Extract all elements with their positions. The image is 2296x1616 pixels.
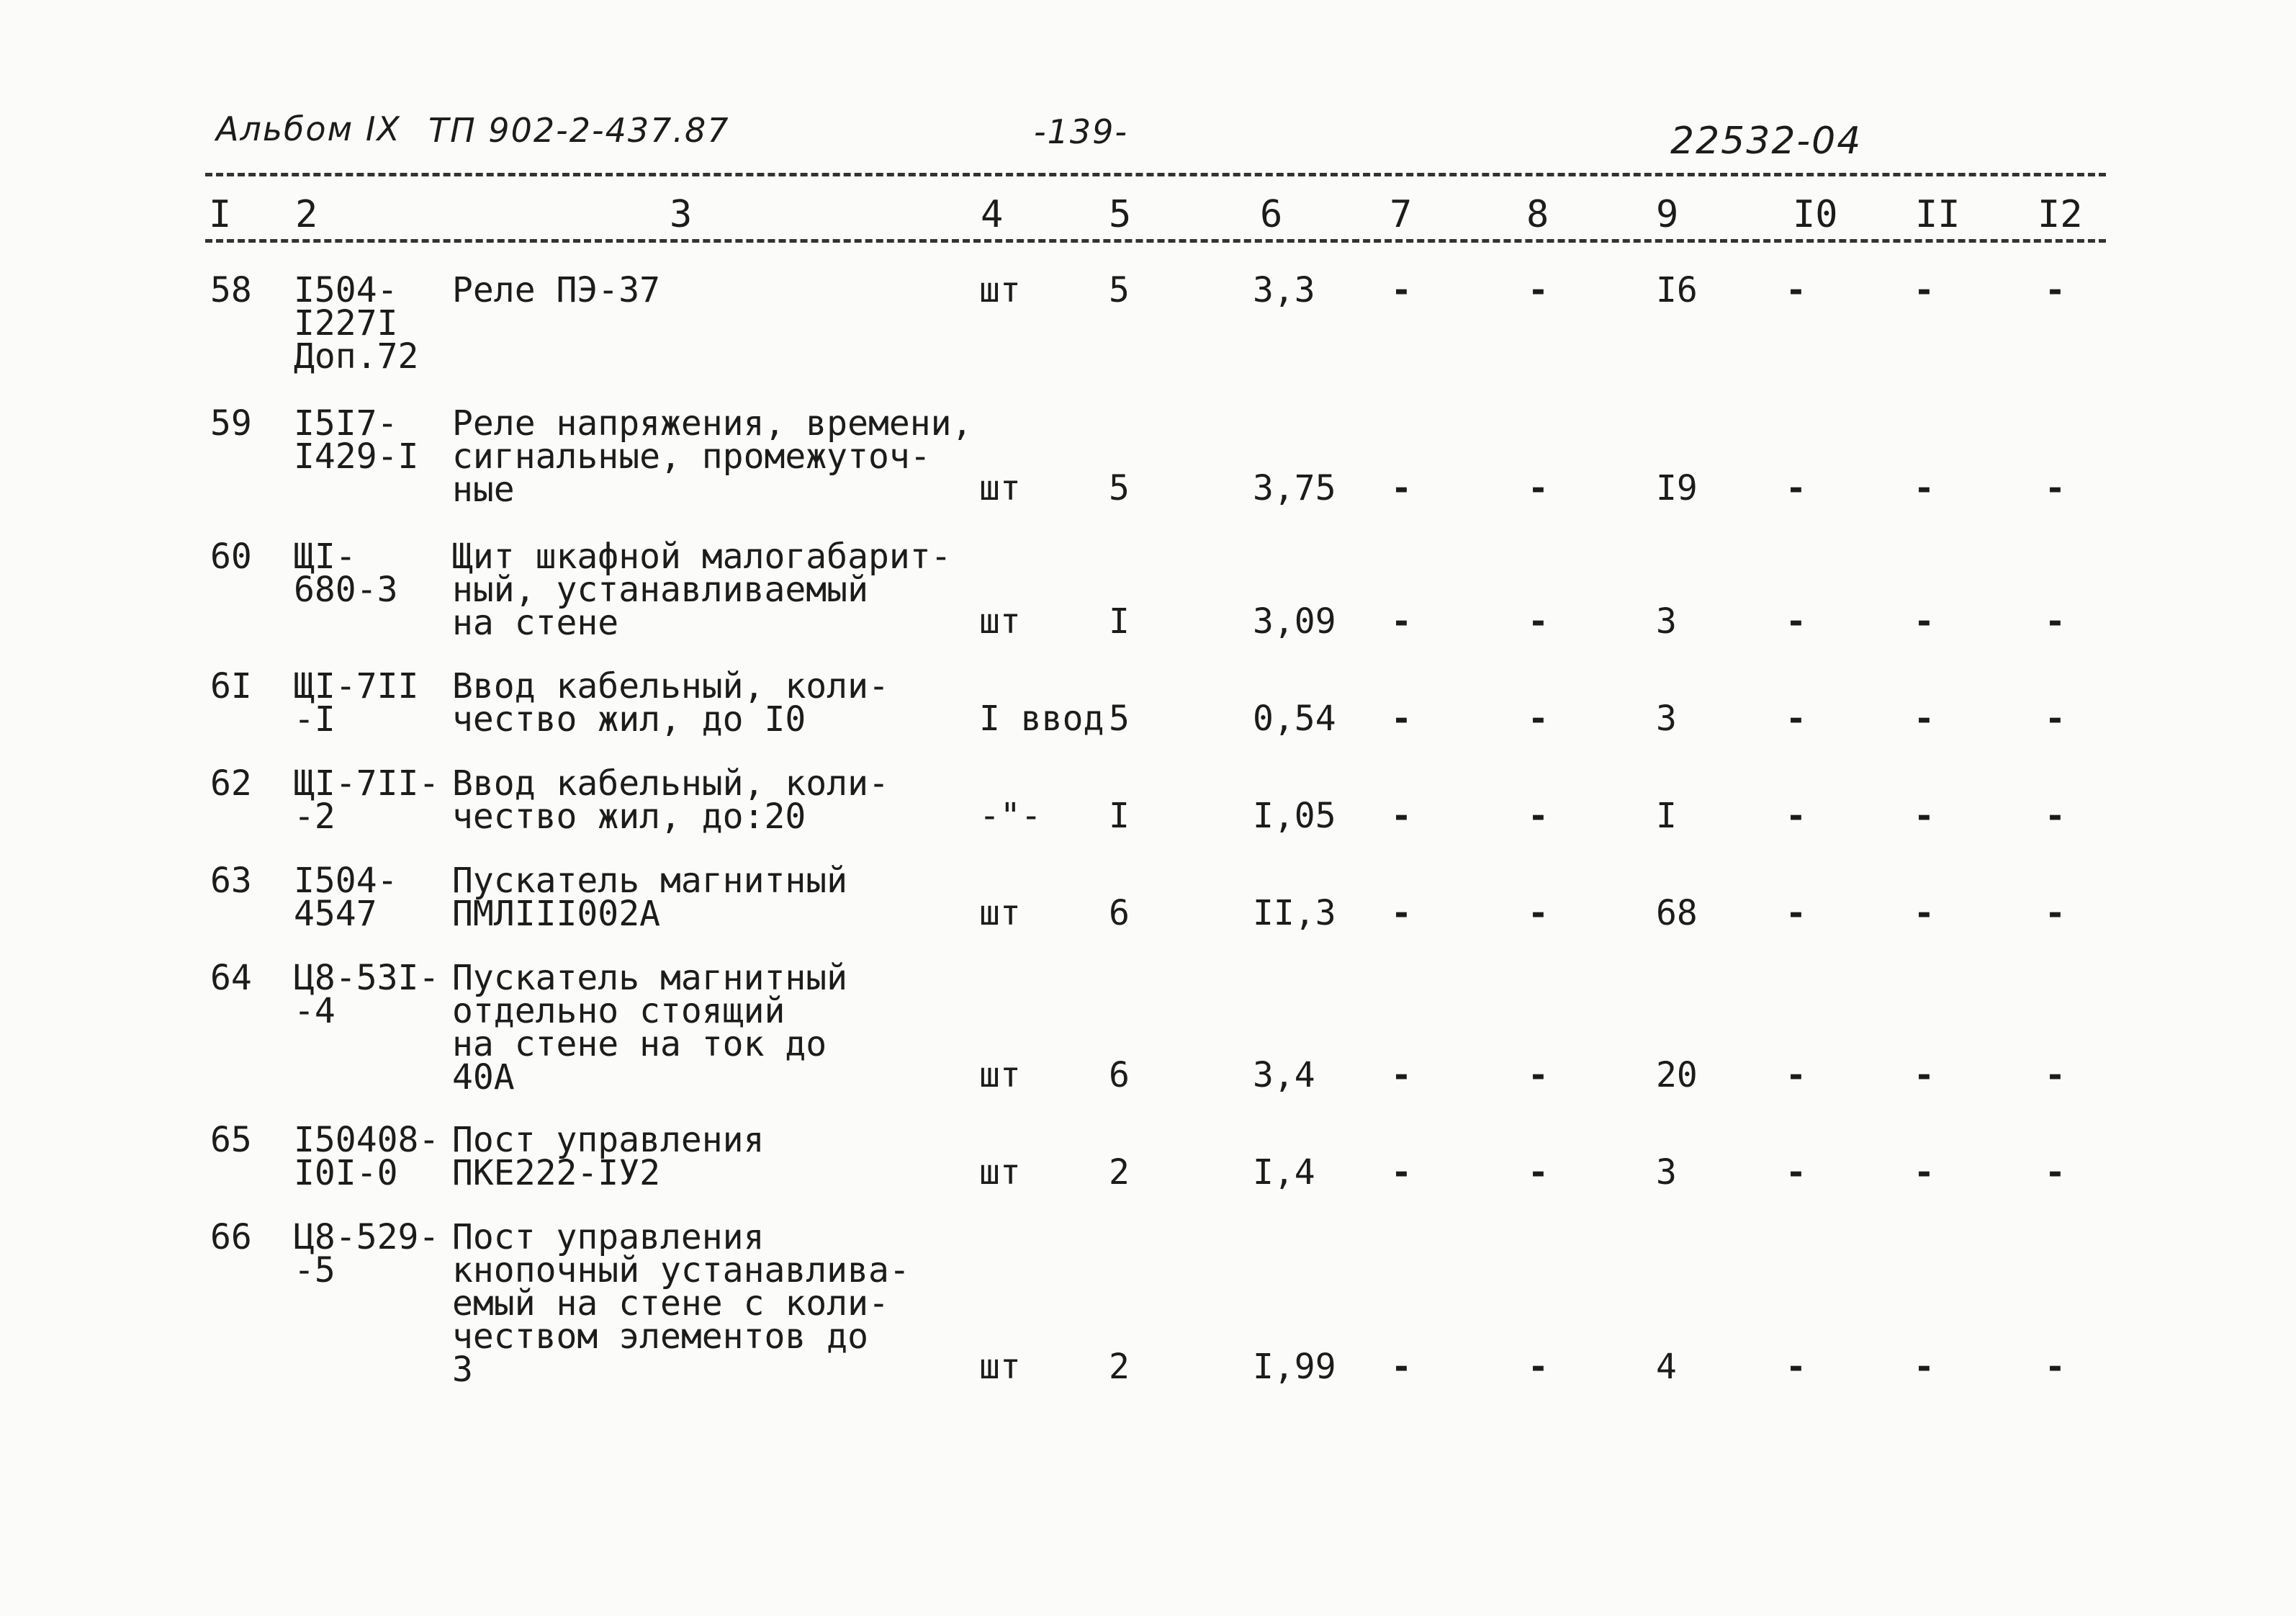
- row-60-name: Щит шкафной малогабарит- ный, устанавливаемый на стене: [452, 537, 952, 643]
- row-64-n: 64: [210, 958, 252, 998]
- row-66-c9: 4: [1656, 1347, 1677, 1387]
- row-58-name: Реле ПЭ-37: [452, 270, 660, 310]
- row-60-c7: -: [1391, 601, 1412, 642]
- page-number: -139-: [1034, 112, 1128, 151]
- row-59-c12: -: [2045, 468, 2066, 508]
- row-59-n: 59: [210, 403, 252, 444]
- header-rule: [205, 173, 2106, 176]
- row-59-c9: I9: [1656, 468, 1698, 508]
- row-66-code: Ц8-529- -5: [294, 1217, 440, 1290]
- album-label: Альбом IX: [216, 109, 401, 148]
- row-58-c9: I6: [1656, 270, 1698, 310]
- row-65-c11: -: [1914, 1152, 1935, 1193]
- row-59-c8: -: [1528, 468, 1549, 508]
- row-60-c5: I: [1109, 601, 1130, 642]
- column-header-rule: [205, 239, 2106, 243]
- row-58-c10: -: [1786, 270, 1806, 310]
- row-59-c10: -: [1786, 468, 1806, 508]
- row-62-n: 62: [210, 763, 252, 804]
- row-66-c11: -: [1914, 1347, 1935, 1387]
- row-62-c8: -: [1528, 796, 1549, 836]
- row-63-n: 63: [210, 861, 252, 901]
- row-60-c11: -: [1914, 601, 1935, 642]
- row-58-c7: -: [1391, 270, 1412, 310]
- row-58-c5: 5: [1109, 270, 1130, 310]
- row-62-c12: -: [2045, 796, 2066, 836]
- row-63-unit: шт: [979, 893, 1021, 933]
- row-6I-c9: 3: [1656, 699, 1677, 739]
- row-59-c5: 5: [1109, 468, 1130, 508]
- row-58-c8: -: [1528, 270, 1549, 310]
- row-65-unit: шт: [979, 1152, 1021, 1193]
- row-65-c12: -: [2045, 1152, 2066, 1193]
- row-65-code: I50408- I0I-0: [294, 1120, 440, 1193]
- row-6I-c5: 5: [1109, 699, 1130, 739]
- row-65-c7: -: [1391, 1152, 1412, 1193]
- row-6I-c8: -: [1528, 699, 1549, 739]
- row-60-c8: -: [1528, 601, 1549, 642]
- row-6I-name: Ввод кабельный, коли- чество жил, до I0: [452, 666, 889, 740]
- column-number-5: 5: [1109, 193, 1132, 236]
- row-66-c7: -: [1391, 1347, 1412, 1387]
- row-64-code: Ц8-53I- -4: [294, 958, 440, 1031]
- row-66-unit: шт: [979, 1347, 1021, 1387]
- row-6I-unit: I ввод: [979, 699, 1104, 739]
- row-6I-c6: 0,54: [1253, 699, 1336, 739]
- row-60-c9: 3: [1656, 601, 1677, 642]
- row-58-unit: шт: [979, 270, 1021, 310]
- row-63-c8: -: [1528, 893, 1549, 933]
- row-64-c10: -: [1786, 1055, 1806, 1095]
- row-60-code: ЩI- 680-3: [294, 537, 398, 610]
- row-58-c6: 3,3: [1253, 270, 1315, 310]
- project-code: ТП 902-2-437.87: [428, 111, 730, 150]
- row-65-c10: -: [1786, 1152, 1806, 1193]
- row-64-c6: 3,4: [1253, 1055, 1315, 1095]
- document-number: 22532-04: [1670, 120, 1863, 163]
- row-63-c6: II,3: [1253, 893, 1336, 933]
- row-64-c5: 6: [1109, 1055, 1130, 1095]
- row-60-c10: -: [1786, 601, 1806, 642]
- row-64-c7: -: [1391, 1055, 1412, 1095]
- row-65-c6: I,4: [1253, 1152, 1315, 1193]
- row-58-n: 58: [210, 270, 252, 310]
- row-62-c11: -: [1914, 796, 1935, 836]
- row-63-c9: 68: [1656, 893, 1698, 933]
- row-62-c5: I: [1109, 796, 1130, 836]
- row-64-unit: шт: [979, 1055, 1021, 1095]
- row-6I-c12: -: [2045, 699, 2066, 739]
- row-64-c11: -: [1914, 1055, 1935, 1095]
- row-59-c11: -: [1914, 468, 1935, 508]
- row-62-c7: -: [1391, 796, 1412, 836]
- column-number-2: 2: [295, 193, 318, 236]
- column-number-4: 4: [981, 193, 1004, 236]
- column-number-8: 8: [1526, 193, 1549, 236]
- row-6I-n: 6I: [210, 666, 252, 706]
- row-63-c7: -: [1391, 893, 1412, 933]
- row-65-n: 65: [210, 1120, 252, 1160]
- row-62-unit: -"-: [979, 796, 1042, 836]
- row-59-unit: шт: [979, 468, 1021, 508]
- row-59-name: Реле напряжения, времени, сигнальные, промежуточ- ные: [452, 403, 973, 510]
- column-number-7: 7: [1390, 193, 1413, 236]
- row-60-unit: шт: [979, 601, 1021, 642]
- row-59-code: I5I7- I429-I: [294, 403, 419, 477]
- row-63-c10: -: [1786, 893, 1806, 933]
- row-63-name: Пускатель магнитный ПМЛIII002А: [452, 861, 848, 934]
- column-number-6: 6: [1260, 193, 1283, 236]
- row-64-name: Пускатель магнитный отдельно стоящий на стене на ток до 40А: [452, 958, 848, 1097]
- row-65-c5: 2: [1109, 1152, 1130, 1193]
- row-62-c6: I,05: [1253, 796, 1336, 836]
- column-number-1: I: [209, 193, 232, 236]
- row-66-c6: I,99: [1253, 1347, 1336, 1387]
- row-63-code: I504- 4547: [294, 861, 398, 934]
- row-64-c9: 20: [1656, 1055, 1698, 1095]
- row-66-c5: 2: [1109, 1347, 1130, 1387]
- column-number-10: I0: [1793, 193, 1838, 236]
- row-60-c6: 3,09: [1253, 601, 1336, 642]
- row-6I-code: ЩI-7II -I: [294, 666, 419, 740]
- row-63-c5: 6: [1109, 893, 1130, 933]
- column-number-12: I2: [2038, 193, 2083, 236]
- row-66-c12: -: [2045, 1347, 2066, 1387]
- row-62-code: ЩI-7II- -2: [294, 763, 440, 837]
- row-6I-c7: -: [1391, 699, 1412, 739]
- row-58-c12: -: [2045, 270, 2066, 310]
- row-66-c8: -: [1528, 1347, 1549, 1387]
- row-64-c12: -: [2045, 1055, 2066, 1095]
- row-64-c8: -: [1528, 1055, 1549, 1095]
- row-66-n: 66: [210, 1217, 252, 1257]
- row-65-c8: -: [1528, 1152, 1549, 1193]
- row-62-c9: I: [1656, 796, 1677, 836]
- row-63-c12: -: [2045, 893, 2066, 933]
- column-number-9: 9: [1656, 193, 1679, 236]
- row-59-c7: -: [1391, 468, 1412, 508]
- row-62-name: Ввод кабельный, коли- чество жил, до:20: [452, 763, 889, 837]
- row-62-c10: -: [1786, 796, 1806, 836]
- row-65-name: Пост управления ПКЕ222-IУ2: [452, 1120, 765, 1193]
- row-63-c11: -: [1914, 893, 1935, 933]
- row-6I-c11: -: [1914, 699, 1935, 739]
- column-number-11: II: [1915, 193, 1960, 236]
- row-60-c12: -: [2045, 601, 2066, 642]
- row-59-c6: 3,75: [1253, 468, 1336, 508]
- row-58-code: I504- I227I Доп.72: [294, 270, 419, 377]
- row-66-c10: -: [1786, 1347, 1806, 1387]
- column-number-3: 3: [670, 193, 693, 236]
- row-65-c9: 3: [1656, 1152, 1677, 1193]
- row-58-c11: -: [1914, 270, 1935, 310]
- row-6I-c10: -: [1786, 699, 1806, 739]
- row-66-name: Пост управления кнопочный устанавлива- емый на стене с коли- чеством элементов до 3: [452, 1217, 910, 1390]
- row-60-n: 60: [210, 537, 252, 577]
